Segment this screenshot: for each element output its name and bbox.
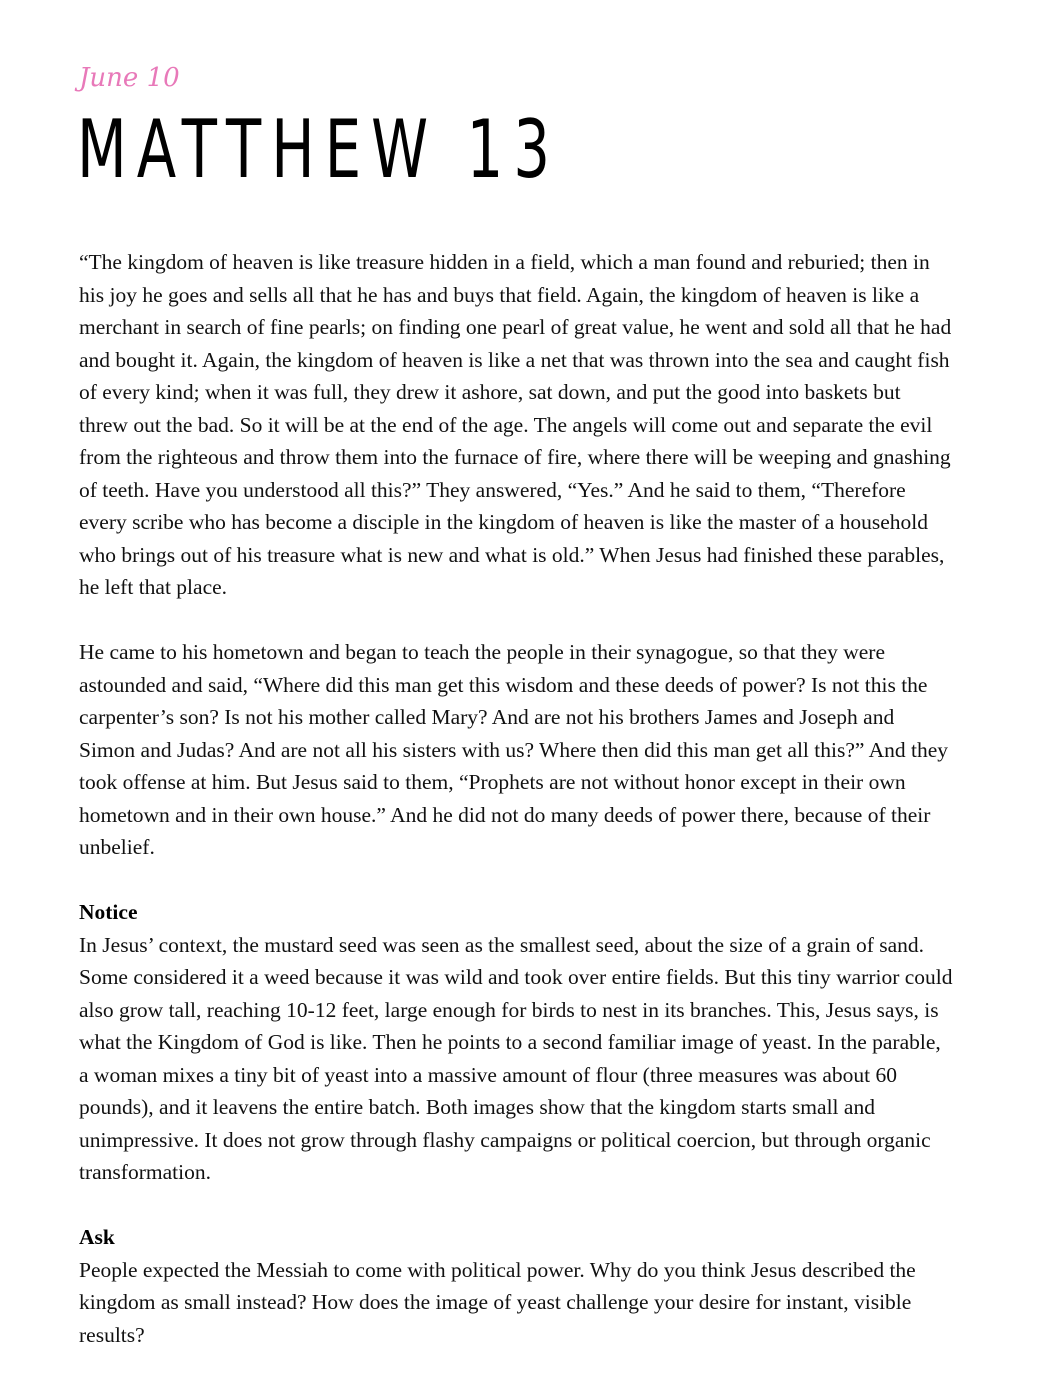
page-content bbox=[79, 246, 954, 1351]
page-title: MATTHEW 13 bbox=[77, 103, 561, 196]
scripture-paragraph-1: “The kingdom of heaven is like treasure hidden in a field, which a man found and reburied; then in his joy he goes and sells all that he has and buys that field. Again, the kingdom of heaven is like a merchant in search of fine pearls; on finding one pearl of great value, he went and sold all that he had and bought it. Again, the kingdom of heaven is like a net that was thrown into the sea and caught fish of every kind; when it was full, they drew it ashore, sat down, and put the good into baskets but threw out the bad. So it will be at the end of the age. The angels will come out and separate the evil from the righteous and throw them into the furnace of fire, where there will be weeping and gnashing of teeth. Have you understood all this?” They answered, “Yes.” And he said to them, “Therefore every scribe who has become a disciple in the kingdom of heaven is like the master of a household who brings out of his treasure what is new and what is old.” When Jesus had finished these parables, he left that place. bbox=[79, 250, 952, 599]
date-label: June 10 bbox=[79, 63, 180, 93]
ask-heading: Ask bbox=[79, 1225, 115, 1249]
notice-heading: Notice bbox=[79, 900, 138, 924]
ask-body: People expected the Messiah to come with political power. Why do you think Jesus described the kingdom as small instead? How does the image of yeast challenge your desire for instant, visible results? bbox=[79, 1257, 916, 1347]
scripture-paragraph-2: He came to his hometown and began to teach the people in their synagogue, so that they were astounded and said, “Where did this man get this wisdom and these deeds of power? Is not this the carpenter’s son? Is not his mother called Mary? And are not his brothers James and Joseph and Simon and Judas? And are not all his sisters with us? Where then did this man get all this?” And they took offense at him. But Jesus said to them, “Prophets are not without honor except in their own hometown and in their own house.” And he did not do many deeds of power there, because of their unbelief. bbox=[79, 640, 949, 859]
notice-body: In Jesus’ context, the mustard seed was seen as the smallest seed, about the size of a grain of sand. Some considered it a weed because it was wild and took over entire fields. But this tiny warrior could also grow tall, reaching 10-12 feet, large enough for birds to nest in its branches. This, Jesus says, is what the Kingdom of God is like. Then he points to a second familiar image of yeast. In the parable, a woman mixes a tiny bit of yeast into a massive amount of flour (three measures was about 60 pounds), and it leavens the entire batch. Both images show that the kingdom starts small and unimpressive. It does not grow through flashy campaigns or political coercion, but through organic transformation. bbox=[79, 932, 953, 1184]
